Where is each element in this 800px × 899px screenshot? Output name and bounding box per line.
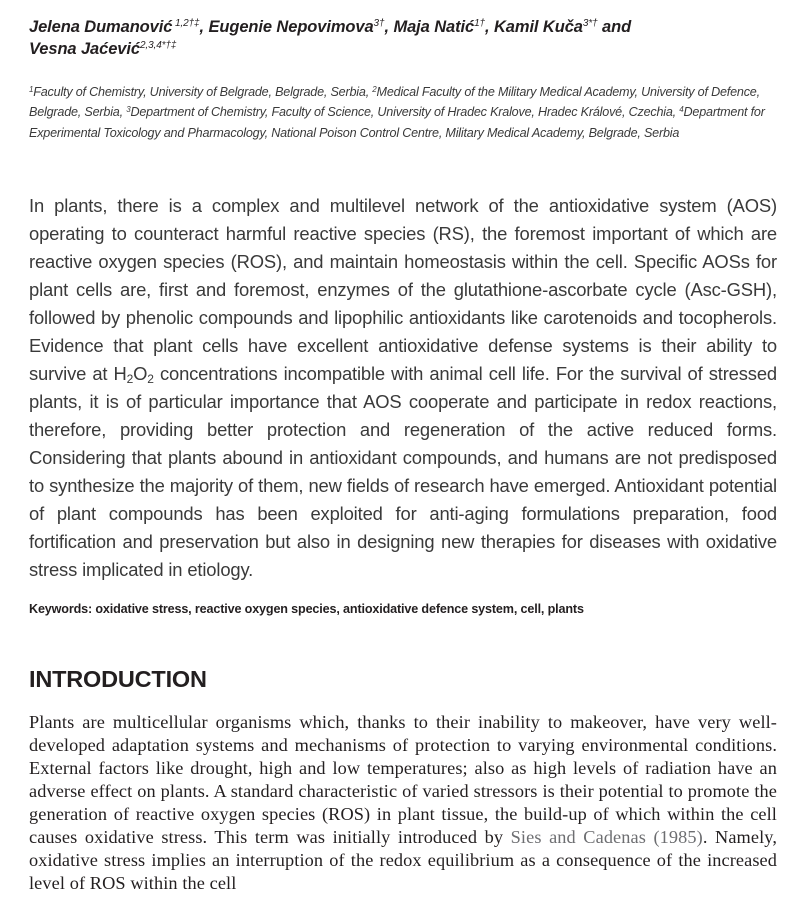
section-heading-introduction: INTRODUCTION <box>29 666 207 692</box>
affiliations: $^1$Faculty of Chemistry, University of Belgrade, Belgrade, Serbia, $^2$Medical Faculty of the Military Medical Academy, University of Defence, Belgrade, Serbia, $^3$Department of Chemistry, Faculty of Science, University of Hradec Kralove, Hradec Králové, Czechia, $^4$Department for Experimental Toxicology and Pharmacology, National Poison Control Centre, Military Medical Academy, Belgrade, Serbia <box>29 85 765 140</box>
abstract: In plants, there is a complex and multilevel network of the antioxidative system (AOS) operating to counteract harmful reactive species (RS), the foremost important of which are reactive oxygen species (ROS), and maintain homeostasis within the cell. Specific AOSs for plant cells are, first and foremost, enzymes of the glutathione-ascorbate cycle (Asc-GSH), followed by phenolic compounds and lipophilic antioxidants like carotenoids and tocopherols. Evidence that plant cells have excellent antioxidative defense systems is their ability to survive at $H_2O_2$ concentrations incompatible with animal cell life. For the survival of stressed plants, it is of particular importance that AOS cooperate and participate in redox reactions, therefore, providing better protection and regeneration of the active reduced forms. Considering that plants abound in antioxidant compounds, and humans are not predisposed to synthesize the majority of them, new fields of research have emerged. Antioxidant potential of plant compounds has been exploited for anti-aging formulations preparation, food fortification and preservation but also in designing new therapies for diseases with oxidative stress implicated in etiology. <box>29 195 777 580</box>
author-list <box>29 16 777 60</box>
author: Maja Natić$^{1\dagger}$, <box>393 18 494 36</box>
affiliation: Medical Faculty of the Military Medical Academy, University of Defence, Belgrade, Serbia, <box>29 85 760 120</box>
affiliation: Department for Experimental Toxicology and Pharmacology, National Poison Control Centre, Military Medical Academy, Belgrade, Serbia <box>29 105 765 140</box>
introduction-body: Plants are multicellular organisms which, thanks to their inability to makeover, have very well-developed adaptation systems and mechanisms of protection to varying environmental conditions. External factors like drought, high and low temperatures; also as high levels of radiation have an adverse effect on plants. A standard characteristic of varied stressors is their potential to promote the generation of reactive oxygen species (ROS) in plant tissue, the build-up of which within the cell causes oxidative stress. This term was initially introduced by Sies and Cadenas (1985). Namely, oxidative stress implies an interruption of the redox equilibrium as a consequence of the increased level of ROS within the cell <box>29 712 777 893</box>
affiliation: Department of Chemistry, Faculty of Science, University of Hradec Kralove, Hradec Králové, Czechia, <box>130 105 680 120</box>
author-superscript: 1,2†‡ <box>172 18 200 29</box>
author: Eugenie Nepovimova$^{3\dagger}$, <box>208 18 394 36</box>
citation-link[interactable]: Sies and Cadenas (1985) <box>510 827 703 847</box>
author: Kamil Kuča$^{3*\dagger}$ and <box>493 18 632 36</box>
author-superscript: 2,3,4*†‡ <box>139 40 177 51</box>
author-superscript: 3*† <box>582 18 598 29</box>
author-superscript: 3† <box>373 18 385 29</box>
affiliation: Faculty of Chemistry, University of Belgrade, Belgrade, Serbia, <box>33 85 373 99</box>
author: Jelena Dumanović $^{1,2\dagger\ddagger}$, <box>29 18 209 36</box>
keywords: Keywords: oxidative stress, reactive oxygen species, antioxidative defence system, cell, plants <box>29 602 584 616</box>
author-superscript: 1† <box>474 18 486 29</box>
author: Vesna Jaćević$^{2,3,4*\dagger\ddagger}$ <box>29 40 177 58</box>
